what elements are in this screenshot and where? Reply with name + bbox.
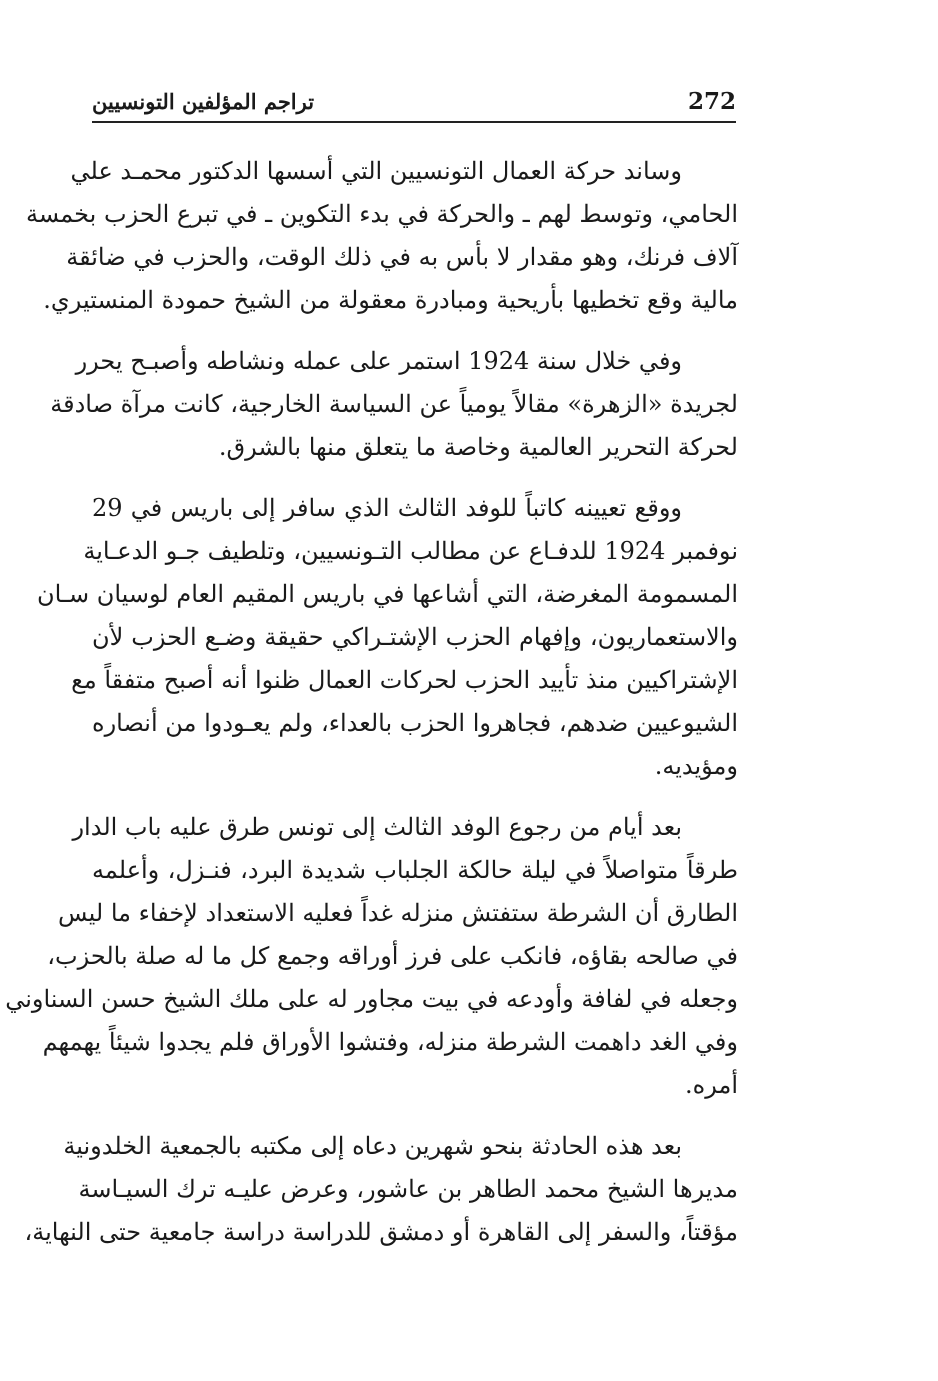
text-line: في صالحه بقاؤه، فانكب على فرز أوراقه وجمع كل ما له صلة بالحزب، <box>47 942 738 970</box>
paragraph-4 <box>5 806 738 1107</box>
text-line: بعد هذه الحادثة بنحو شهرين دعاه إلى مكتبه بالجمعية الخلدونية <box>63 1132 682 1160</box>
text-line: مديرها الشيخ محمد الطاهر بن عاشور، وعرض عليـه ترك السيـاسة <box>78 1175 738 1203</box>
text-line: ومؤيديه. <box>654 752 738 780</box>
text-line: وساند حركة العمال التونسيين التي أسسها الدكتور محمـد علي <box>70 157 682 185</box>
text-line: وفي خلال سنة 1924 استمر على عمله ونشاطه وأصبـح يحرر <box>75 347 682 375</box>
text-line: وفي الغد داهمت الشرطة منزله، وفتشوا الأوراق فلم يجدوا شيئاً يهمهم <box>42 1028 738 1056</box>
text-line: ووقع تعيينه كاتباً للوفد الثالث الذي سافر إلى باريس في 29 <box>92 494 682 522</box>
text-line: الطارق أن الشرطة ستفتش منزله غداً فعليه الاستعداد لإخفاء ما ليس <box>58 899 738 927</box>
header-rule <box>92 121 736 123</box>
text-line: نوفمبر 1924 للدفـاع عن مطالب التـونسيين، وتلطيف جـو الدعـاية <box>83 537 738 565</box>
text-line: الشيوعيين ضدهم، فجاهروا الحزب بالعداء، ولم يعـودوا من أنصاره <box>92 709 738 737</box>
paragraph-2 <box>50 340 738 469</box>
text-line: المسمومة المغرضة، التي أشاعها في باريس المقيم العام لوسيان سـان <box>37 580 738 608</box>
text-line: وجعله في لفافة وأودعه في بيت مجاور له على ملك الشيخ حسن السناوني <box>5 985 738 1013</box>
body-text <box>5 150 738 1272</box>
page-number: 272 <box>687 88 736 115</box>
text-line: أمره. <box>685 1071 738 1099</box>
text-line: آلاف فرنك، وهو مقدار لا بأس به في ذلك الوقت، والحزب في ضائقة <box>66 243 738 271</box>
paragraph-3 <box>37 487 738 788</box>
text-line: لحركة التحرير العالمية وخاصة ما يتعلق منها بالشرق. <box>218 433 738 461</box>
text-line: الحامي، وتوسط لهم ـ والحركة في بدء التكوين ـ في تبرع الحزب بخمسة <box>26 200 738 228</box>
text-line: الإشتراكيين منذ تأييد الحزب لحركات العمال ظنوا أنه أصبح متفقاً مع <box>71 666 738 694</box>
paragraph-5 <box>24 1125 738 1254</box>
text-line: والاستعماريون، وإفهام الحزب الإشتـراكي حقيقة وضـع الحزب لأن <box>92 623 738 651</box>
text-line: لجريدة «الزهرة» مقالاً يومياً عن السياسة الخارجية، كانت مرآة صادقة <box>50 390 738 418</box>
text-line: طرقاً متواصلاً في ليلة حالكة الجلباب شديدة البرد، فنـزل، وأعلمه <box>92 856 738 884</box>
paragraph-1 <box>26 150 738 322</box>
text-line: مالية وقع تخطيها بأريحية ومبادرة معقولة من الشيخ حمودة المنستيري. <box>43 286 738 314</box>
text-line: مؤقتاً، والسفر إلى القاهرة أو دمشق للدراسة دراسة جامعية حتى النهاية، <box>24 1218 738 1246</box>
text-line: بعد أيام من رجوع الوفد الثالث إلى تونس طرق عليه باب الدار <box>72 813 682 841</box>
running-title: تراجم المؤلفين التونسيين <box>92 89 315 114</box>
running-header <box>92 82 736 122</box>
